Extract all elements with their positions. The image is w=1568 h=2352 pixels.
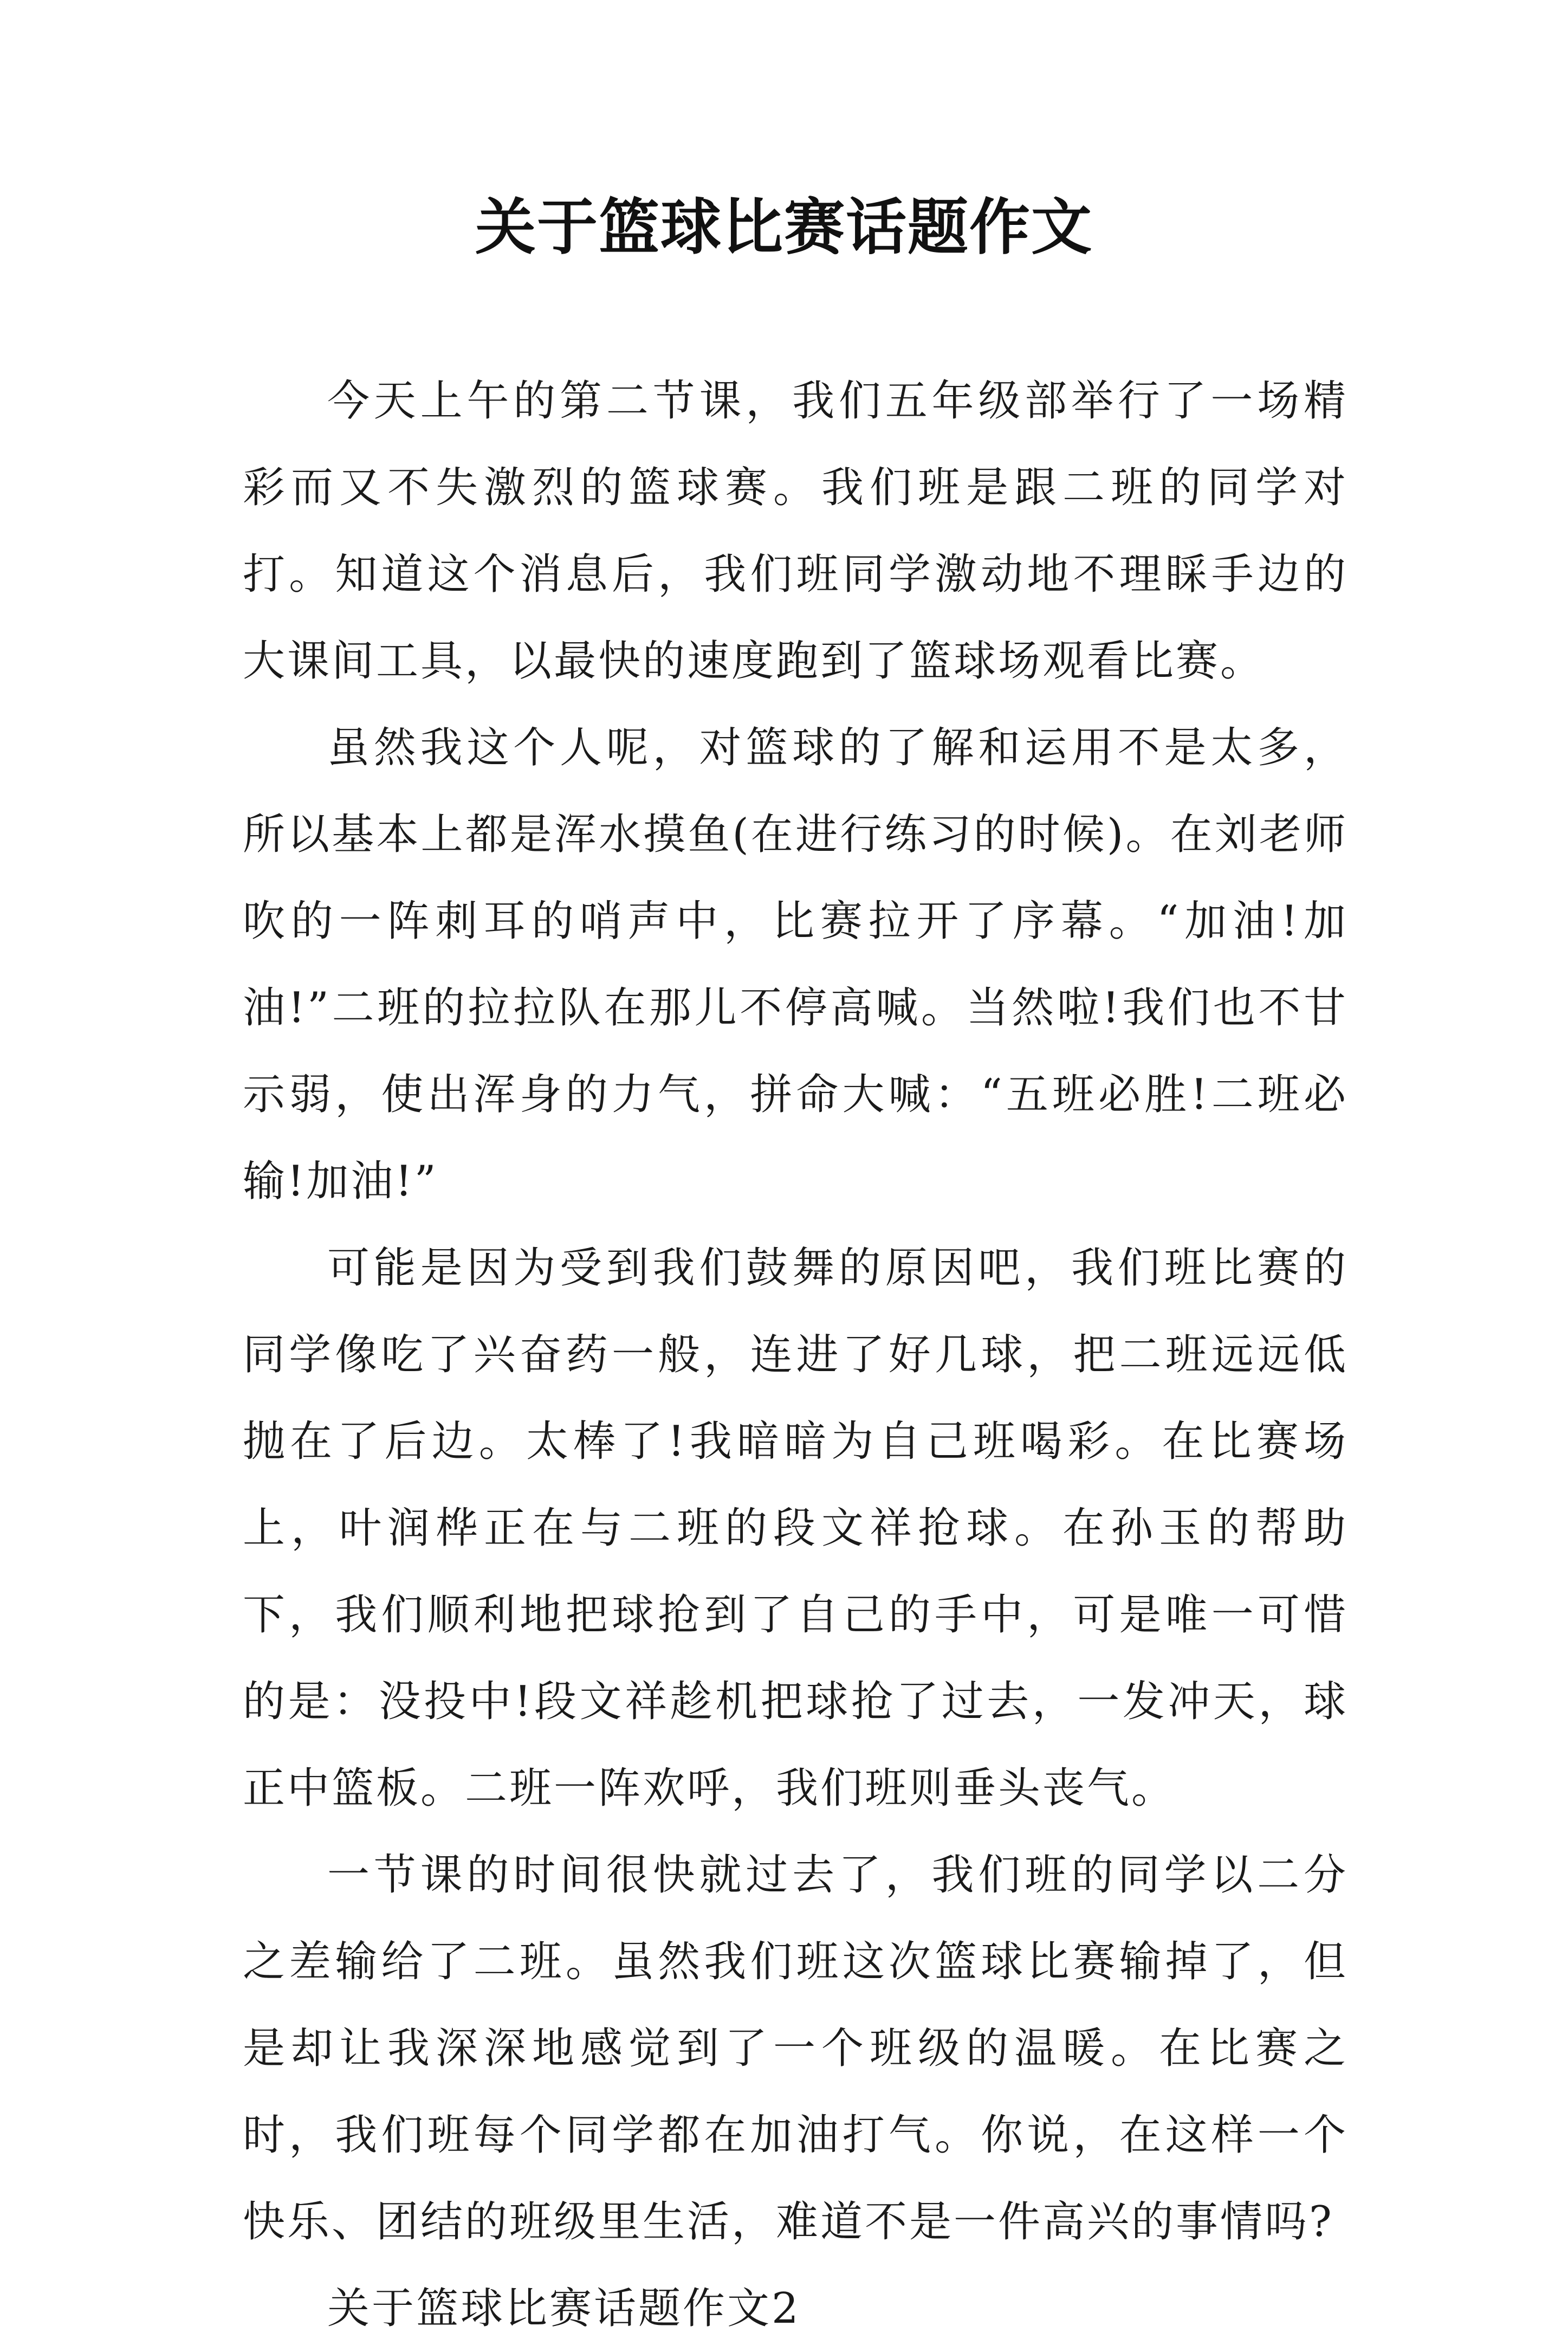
paragraph-4: 一节课的时间很快就过去了，我们班的同学以二分之差输给了二班。虽然我们班这次篮球比赛输掉了，但是却让我深深地感觉到了一个班级的温暖。在比赛之时，我们班每个同学都在加油打气。你说，在这样一个快乐、团结的班级里生活，难道不是一件高兴的事情吗? xyxy=(243,1851,1348,2246)
paragraph-3: 可能是因为受到我们鼓舞的原因吧，我们班比赛的同学像吃了兴奋药一般，连进了好几球，把二班远远低抛在了后边。太棒了!我暗暗为自己班喝彩。在比赛场上，叶润桦正在与二班的段文祥抢球。在孙玉的帮助下，我们顺利地把球抢到了自己的手中，可是唯一可惜的是：没投中!段文祥趁机把球抢了过去，一发冲天，球正中篮板。二班一阵欢呼，我们班则垂头丧气。 xyxy=(243,1244,1348,1813)
document-body xyxy=(243,358,1348,2352)
paragraph-2: 虽然我这个人呢，对篮球的了解和运用不是太多，所以基本上都是浑水摸鱼(在进行练习的时候)。在刘老师吹的一阵刺耳的哨声中，比赛拉开了序幕。“加油!加油!”二班的拉拉队在那儿不停高喊。当然啦!我们也不甘示弱，使出浑身的力气，拼命大喊：“五班必胜!二班必输!加油!” xyxy=(243,723,1348,1206)
paragraph-1: 今天上午的第二节课，我们五年级部举行了一场精彩而又不失激烈的篮球赛。我们班是跟二班的同学对打。知道这个消息后，我们班同学激动地不理睬手边的大课间工具，以最快的速度跑到了篮球场观看比赛。 xyxy=(243,377,1348,686)
document-title: 关于篮球比赛话题作文 xyxy=(475,192,1093,263)
section-subheading: 关于篮球比赛话题作文2 xyxy=(327,2284,801,2333)
